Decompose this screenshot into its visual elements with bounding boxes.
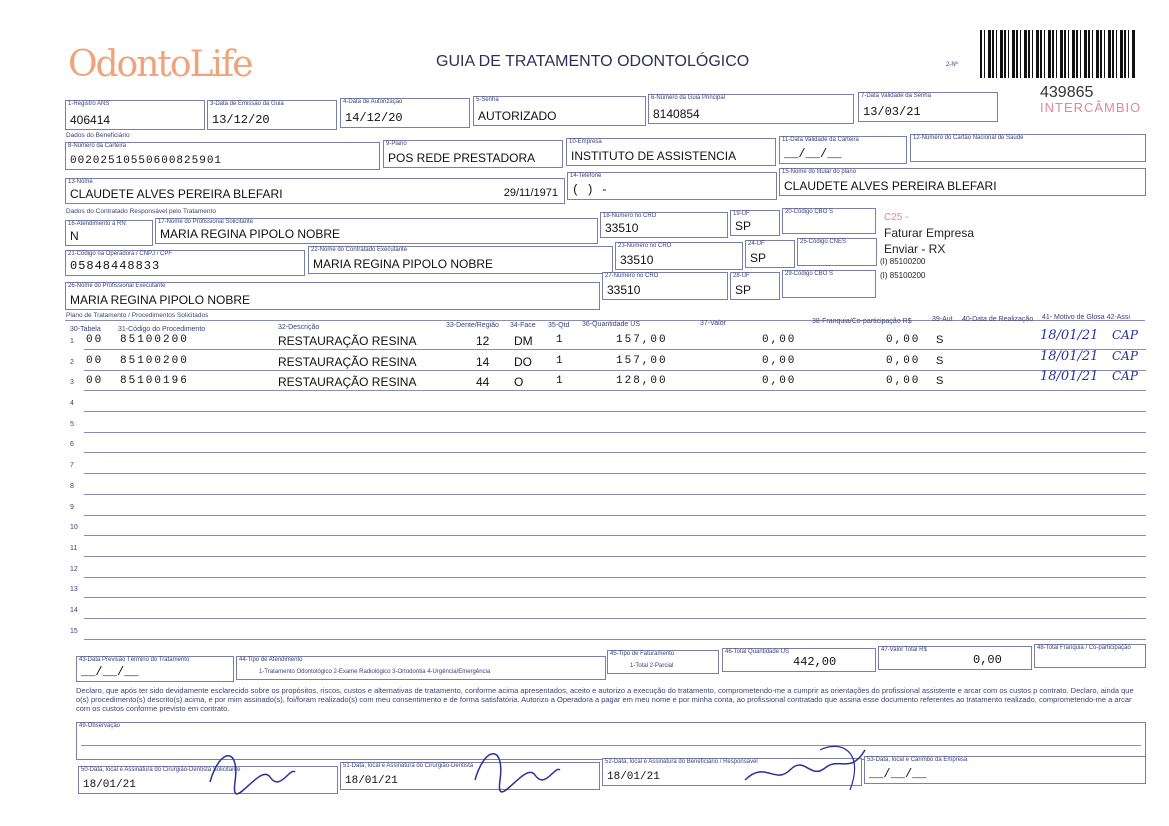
- row-valor: 0,00: [762, 355, 797, 367]
- row-descricao: RESTAURAÇÃO RESINA: [278, 375, 417, 389]
- uf-exec-value: SP: [750, 251, 767, 265]
- row-qtd: 1: [556, 375, 565, 387]
- row-qtd: 1: [556, 334, 565, 346]
- row-valor: 0,00: [762, 334, 797, 346]
- row-line: [84, 473, 1146, 474]
- row-line: [84, 577, 1146, 578]
- logo: OdontoLife: [68, 44, 252, 85]
- header-qtd: 35-Qtd: [548, 322, 570, 329]
- row-data-realizacao: 18/01/21: [1040, 328, 1099, 343]
- uf-sol-box: 19-UF SP: [730, 210, 780, 236]
- row-face: DO: [514, 355, 532, 369]
- cro-exec-value: 33510: [620, 253, 654, 267]
- uf-exec2-box: 28-UF SP: [730, 272, 780, 300]
- row-franquia: 0,00: [886, 355, 921, 367]
- sig53-value: __/__/__: [869, 767, 927, 781]
- row-codigo: 85100196: [120, 375, 189, 387]
- telefone-value: ( ) -: [572, 183, 609, 197]
- sig52-box: 52-Data, local e Assinatura do Beneficiário / Responsável 18/01/21: [602, 758, 862, 786]
- validade-carteira-box: 11-Data Validade da Carteira __/__/__: [779, 136, 907, 164]
- guia-principal-box: 6-Número da Guia Principal 8140854: [648, 94, 854, 124]
- row-face: DM: [514, 334, 533, 348]
- row-descricao: RESTAURAÇÃO RESINA: [278, 334, 417, 348]
- telefone-box: 14-Telefone ( ) -: [567, 172, 777, 200]
- row-line: [84, 411, 1146, 412]
- row-descricao: RESTAURAÇÃO RESINA: [278, 355, 417, 369]
- cnes-box: 25-Código CNES: [797, 238, 877, 266]
- row-valor: 0,00: [762, 375, 797, 387]
- nome-box: 13-Nome CLAUDETE ALVES PEREIRA BLEFARI 29/11/1971: [65, 178, 565, 204]
- total-us-value: 442,00: [793, 655, 837, 669]
- nome-value: CLAUDETE ALVES PEREIRA BLEFARI: [70, 187, 283, 201]
- row-line: [84, 432, 1146, 433]
- uf-exec-box: 24-UF SP: [745, 240, 795, 268]
- signature-scribble-2: [465, 740, 565, 796]
- cartao-nacional-box: 12-Número do Cartão Nacional de Saúde: [910, 134, 1146, 162]
- senha-box: 5-Senha AUTORIZADO: [473, 96, 646, 126]
- row-codigo: 85100200: [120, 334, 189, 346]
- signature-scribble-3: [740, 740, 870, 800]
- plano-box: 9-Plano POS REDE PRESTADORA: [383, 140, 563, 168]
- row-line: [84, 639, 1146, 640]
- row-us: 157,00: [616, 334, 668, 346]
- row-line: [84, 494, 1146, 495]
- sig50-box: 50-Data, local e Assinatura do Cirurgião-Dentista Solicitante 18/01/21: [78, 766, 338, 794]
- sig51-box: 51-Data, local e Assinatura do Cirurgião-Dentista 18/01/21: [340, 762, 600, 790]
- tipo-faturamento-box: 45-Tipo de Faturamento 1-Total 2-Parcial: [607, 650, 719, 674]
- row-aut: S: [936, 375, 944, 387]
- row-number: 2: [70, 359, 74, 366]
- previsao-value: __/__/__: [81, 665, 139, 679]
- row-line: [84, 535, 1146, 536]
- cro-exec2-box: 27-Número no CRO 33510: [602, 272, 728, 300]
- total-franquia-box: 48-Total Franquia / Co-participação: [1034, 644, 1146, 668]
- row-line: [84, 390, 1146, 391]
- uf-sol-value: SP: [735, 219, 752, 233]
- row-number: 7: [70, 462, 74, 469]
- tipo-faturamento-options: 1-Total 2-Parcial: [630, 663, 674, 669]
- row-line: [84, 597, 1146, 598]
- data-autorizacao-value: 14/12/20: [345, 111, 403, 125]
- side-note-enviar: Enviar - RX: [884, 242, 946, 256]
- row-face: O: [514, 375, 524, 389]
- row-line: [84, 515, 1146, 516]
- guia-principal-value: 8140854: [653, 107, 700, 121]
- row-number: 3: [70, 379, 74, 386]
- row-line: [84, 452, 1146, 453]
- codigo-operadora-box: 21-Código na Operadora / CNPJ / CPF 05848448833: [65, 250, 305, 276]
- registro-ans-box: 1-Registro ANS 406414: [65, 100, 205, 130]
- row-line: [84, 349, 1146, 350]
- row-number: 12: [70, 566, 78, 573]
- row-tabela: 00: [86, 355, 104, 367]
- row-line: [84, 370, 1146, 371]
- empresa-value: INSTITUTO DE ASSISTENCIA: [571, 149, 737, 163]
- side-note-code2: (I) 85100200: [880, 271, 926, 280]
- row-assinatura: CAP: [1112, 328, 1138, 342]
- row-number: 13: [70, 586, 78, 593]
- previsao-box: 43-Data Previsão Término do Tratamento __/__/__: [76, 656, 234, 682]
- tipo-atendimento-box: 44-Tipo de Atendimento 1-Tratamento Odontológico 2-Exame Radiológico 3-Ortodontia 4-Urgência/Emergência: [236, 656, 606, 680]
- page-title: GUIA DE TRATAMENTO ODONTOLÓGICO: [436, 53, 750, 70]
- prof-solicitante-value: MARIA REGINA PIPOLO NOBRE: [160, 227, 341, 241]
- row-number: 5: [70, 421, 74, 428]
- valor-total-value: 0,00: [973, 653, 1002, 667]
- row-codigo: 85100200: [120, 355, 189, 367]
- sig50-date: 18/01/21: [83, 779, 136, 791]
- prof-executante-value: MARIA REGINA PIPOLO NOBRE: [70, 293, 251, 307]
- row-us: 157,00: [616, 355, 668, 367]
- valor-total-box: 47-Valor Total R$ 0,00: [878, 646, 1032, 670]
- row-number: 1: [70, 338, 74, 345]
- uf-exec2-value: SP: [735, 283, 752, 297]
- row-number: 14: [70, 607, 78, 614]
- header-tabela: 30-Tabela: [70, 326, 101, 333]
- sig53-box: 53-Data, local e Carimbo da Empresa __/__/__: [864, 756, 1146, 784]
- total-us-box: 46-Total Quantidade US 442,00: [722, 648, 876, 672]
- sig52-date: 18/01/21: [607, 771, 660, 783]
- row-line: [84, 556, 1146, 557]
- header-franquia: 38-Franquia/Co-participação R$: [812, 318, 912, 325]
- cbo-exec-box: 29-Código CBO S: [782, 270, 876, 298]
- side-note-c25: C25 -: [884, 212, 909, 223]
- empresa-box: 10-Empresa INSTITUTO DE ASSISTENCIA: [566, 138, 776, 166]
- row-dente: 14: [476, 355, 490, 369]
- row-tabela: 00: [86, 375, 104, 387]
- header-descricao: 32-Descrição: [278, 324, 320, 331]
- data-emissao-box: 3-Data de Emissão da Guia 13/12/20: [207, 100, 337, 130]
- row-number: 9: [70, 504, 74, 511]
- section-procedimentos: Plano de Tratamento / Procedimentos Solicitados: [66, 312, 209, 319]
- header-us: 36-Quantidade US: [582, 321, 640, 328]
- cro-exec-box: 23-Número no CRO 33510: [615, 242, 743, 270]
- row-dente: 44: [476, 375, 490, 389]
- validade-carteira-value: __/__/__: [784, 147, 842, 161]
- row-assinatura: CAP: [1112, 369, 1138, 383]
- codigo-operadora-value: 05848448833: [70, 259, 161, 273]
- row-franquia: 0,00: [886, 334, 921, 346]
- contratado-exec-box: 22-Nome do Contratado Executante MARIA REGINA PIPOLO NOBRE: [308, 246, 613, 274]
- plano-value: POS REDE PRESTADORA: [388, 151, 536, 165]
- tipo-atendimento-options: 1-Tratamento Odontológico 2-Exame Radiológico 3-Ortodontia 4-Urgência/Emergência: [259, 669, 491, 675]
- row-number: 15: [70, 628, 78, 635]
- row-data-realizacao: 18/01/21: [1040, 369, 1099, 384]
- header-aut: 39-Aut: [932, 316, 953, 323]
- atendimento-rn-box: 16-Atendimento a RN N: [65, 220, 153, 246]
- row-aut: S: [936, 355, 944, 367]
- row-aut: S: [936, 334, 944, 346]
- row-number: 8: [70, 483, 74, 490]
- row-dente: 12: [476, 334, 490, 348]
- declaration-text: Declaro, que após ter sido devidamente esclarecido sobre os propósitos, riscos, custos e alternativas de tratamento, conforme acima apresentados, aceito e autorizo a execução do tratamento, comprometendo-me a cumprir as orientações do profissional assistente e arcar com os custos p contrato. Declaro, ainda que o(s) procedimento(s) descrito(s) acima, e por mim assinado(s), foi/foram realizado(s) com meu consentimento e de forma satisfatória. Autorizo a Operadora a pagar em meu nome e por minha conta, ao profissional contratado que assina esse documento referentes ao tratamento realizado, comprometendo-me a arcar com os custos conforme previsto em contrato.: [76, 686, 1134, 713]
- sig51-date: 18/01/21: [345, 775, 398, 787]
- row-number: 10: [70, 524, 78, 531]
- header-codigo: 31-Código do Procedimento: [118, 326, 206, 333]
- header-valor: 37-Valor: [700, 320, 726, 327]
- header-dente: 33-Dente/Região: [446, 322, 499, 329]
- header-data-realizacao: 40-Data de Realização: [962, 316, 1034, 323]
- section-beneficiario: Dados do Beneficiário: [66, 132, 130, 139]
- cro-sol-box: 18-Número no CRO 33510: [600, 212, 728, 238]
- guide-number-label: 2-Nº: [946, 62, 958, 68]
- data-nascimento: 29/11/1971: [503, 187, 558, 199]
- prof-executante-box: 26-Nome do Profissional Executante MARIA REGINA PIPOLO NOBRE: [65, 282, 600, 310]
- intercambio-stamp: INTERCÂMBIO: [1040, 100, 1142, 115]
- row-franquia: 0,00: [886, 375, 921, 387]
- row-assinatura: CAP: [1112, 349, 1138, 363]
- signature-scribble-1: [200, 742, 300, 798]
- side-note-faturar: Faturar Empresa: [884, 226, 975, 240]
- row-number: 11: [70, 545, 78, 552]
- cro-sol-value: 33510: [605, 221, 639, 235]
- data-emissao-value: 13/12/20: [212, 113, 270, 127]
- validade-senha-value: 13/03/21: [863, 105, 921, 119]
- barcode-number: 439865: [1040, 84, 1094, 101]
- atendimento-rn-value: N: [70, 229, 79, 243]
- carteira-value: 00202510550600825901: [70, 155, 223, 167]
- carteira-box: 8-Número da Carteira 00202510550600825901: [65, 142, 380, 170]
- validade-senha-box: 7-Data Validade da Senha 13/03/21: [858, 92, 998, 122]
- prof-solicitante-box: 17-Nome do Profissional Solicitante MARIA REGINA PIPOLO NOBRE: [155, 218, 598, 244]
- cbo-sol-box: 20-Código CBO S: [782, 208, 876, 234]
- row-qtd: 1: [556, 355, 565, 367]
- row-number: 4: [70, 400, 74, 407]
- senha-value: AUTORIZADO: [478, 109, 557, 123]
- row-tabela: 00: [86, 334, 104, 346]
- section-contratado: Dados do Contratado Responsável pelo Tratamento: [66, 208, 216, 215]
- row-data-realizacao: 18/01/21: [1040, 349, 1099, 364]
- side-note-code1: (I) 85100200: [880, 257, 926, 266]
- cro-exec2-value: 33510: [607, 283, 641, 297]
- row-line: [84, 618, 1146, 619]
- titular-box: 15-Nome do titular do plano CLAUDETE ALVES PEREIRA BLEFARI: [779, 168, 1146, 196]
- data-autorizacao-box: 4-Data de Autorização 14/12/20: [340, 98, 470, 128]
- barcode: [980, 30, 1136, 78]
- registro-ans-value: 406414: [70, 113, 111, 127]
- contratado-exec-value: MARIA REGINA PIPOLO NOBRE: [313, 257, 494, 271]
- header-face: 34-Face: [510, 322, 536, 329]
- row-us: 128,00: [616, 375, 668, 387]
- header-glosa: 41- Motivo de Glosa 42-Assi: [1042, 314, 1130, 321]
- observacao-box: 49-Observação: [76, 722, 1146, 760]
- titular-value: CLAUDETE ALVES PEREIRA BLEFARI: [784, 179, 997, 193]
- row-number: 6: [70, 441, 74, 448]
